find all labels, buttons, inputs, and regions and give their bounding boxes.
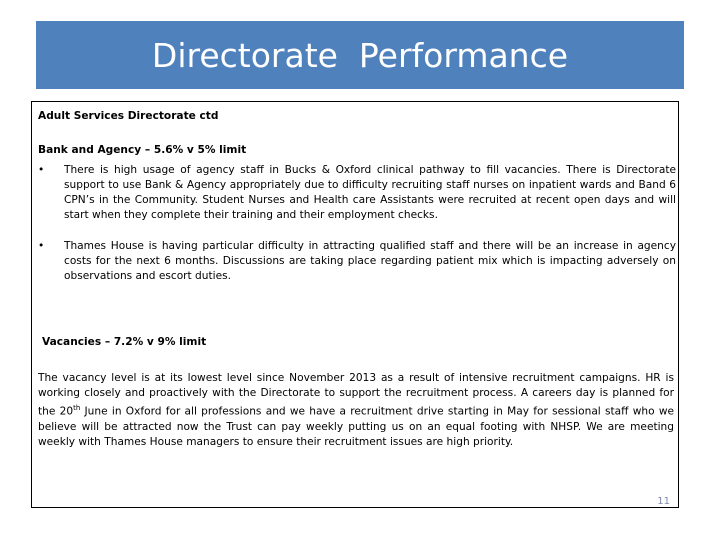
bank-agency-heading: Bank and Agency – 5.6% v 5% limit bbox=[38, 144, 247, 156]
bank-agency-point-2: Thames House is having particular difficulty in attracting qualified staff and there will be an increase in agency costs for the next 6 months. Discussions are taking place regarding patient mix which is impacting adversely on observations and escort duties. bbox=[64, 240, 676, 282]
vacancies-heading: Vacancies – 7.2% v 9% limit bbox=[42, 336, 207, 348]
page-number: 11 bbox=[657, 496, 670, 507]
vacancies-date-superscript: th bbox=[73, 404, 81, 412]
slide-title: Directorate Performance bbox=[151, 35, 569, 75]
bullet-icon: • bbox=[38, 164, 45, 176]
vacancies-text-part-2: June in Oxford for all professions and we have a recruitment drive starting in May for sessional staff who we believe will be attracted now the Trust can pay weekly putting us on an equal footing with NHSP. We are meeting weekly with Thames House managers to ensure their recruitment issues are high priority. bbox=[38, 405, 675, 448]
bank-agency-point-1: There is high usage of agency staff in Bucks & Oxford clinical pathway to fill vacancies. There is Directorate support to use Bank & Agency appropriately due to difficulty recruiting staff nurses on inpatient wards and Band 6 CPN’s in the Community. Student Nurses and Health care Assistants were recruited at recent open days and will start when they complete their training and their employment checks. bbox=[64, 164, 676, 221]
vacancies-text-part-1: The vacancy level is at its lowest level since November 2013 as a result of intensive recruitment campaigns. HR is working closely and proactively with the Directorate to support the recruitment process. A careers day is planned for the 20 bbox=[38, 372, 674, 418]
content-box bbox=[31, 101, 679, 508]
title-bar bbox=[36, 21, 684, 89]
section-heading-adult-services: Adult Services Directorate ctd bbox=[38, 110, 219, 122]
bullet-icon: • bbox=[38, 240, 45, 252]
vacancies-paragraph bbox=[38, 371, 674, 450]
